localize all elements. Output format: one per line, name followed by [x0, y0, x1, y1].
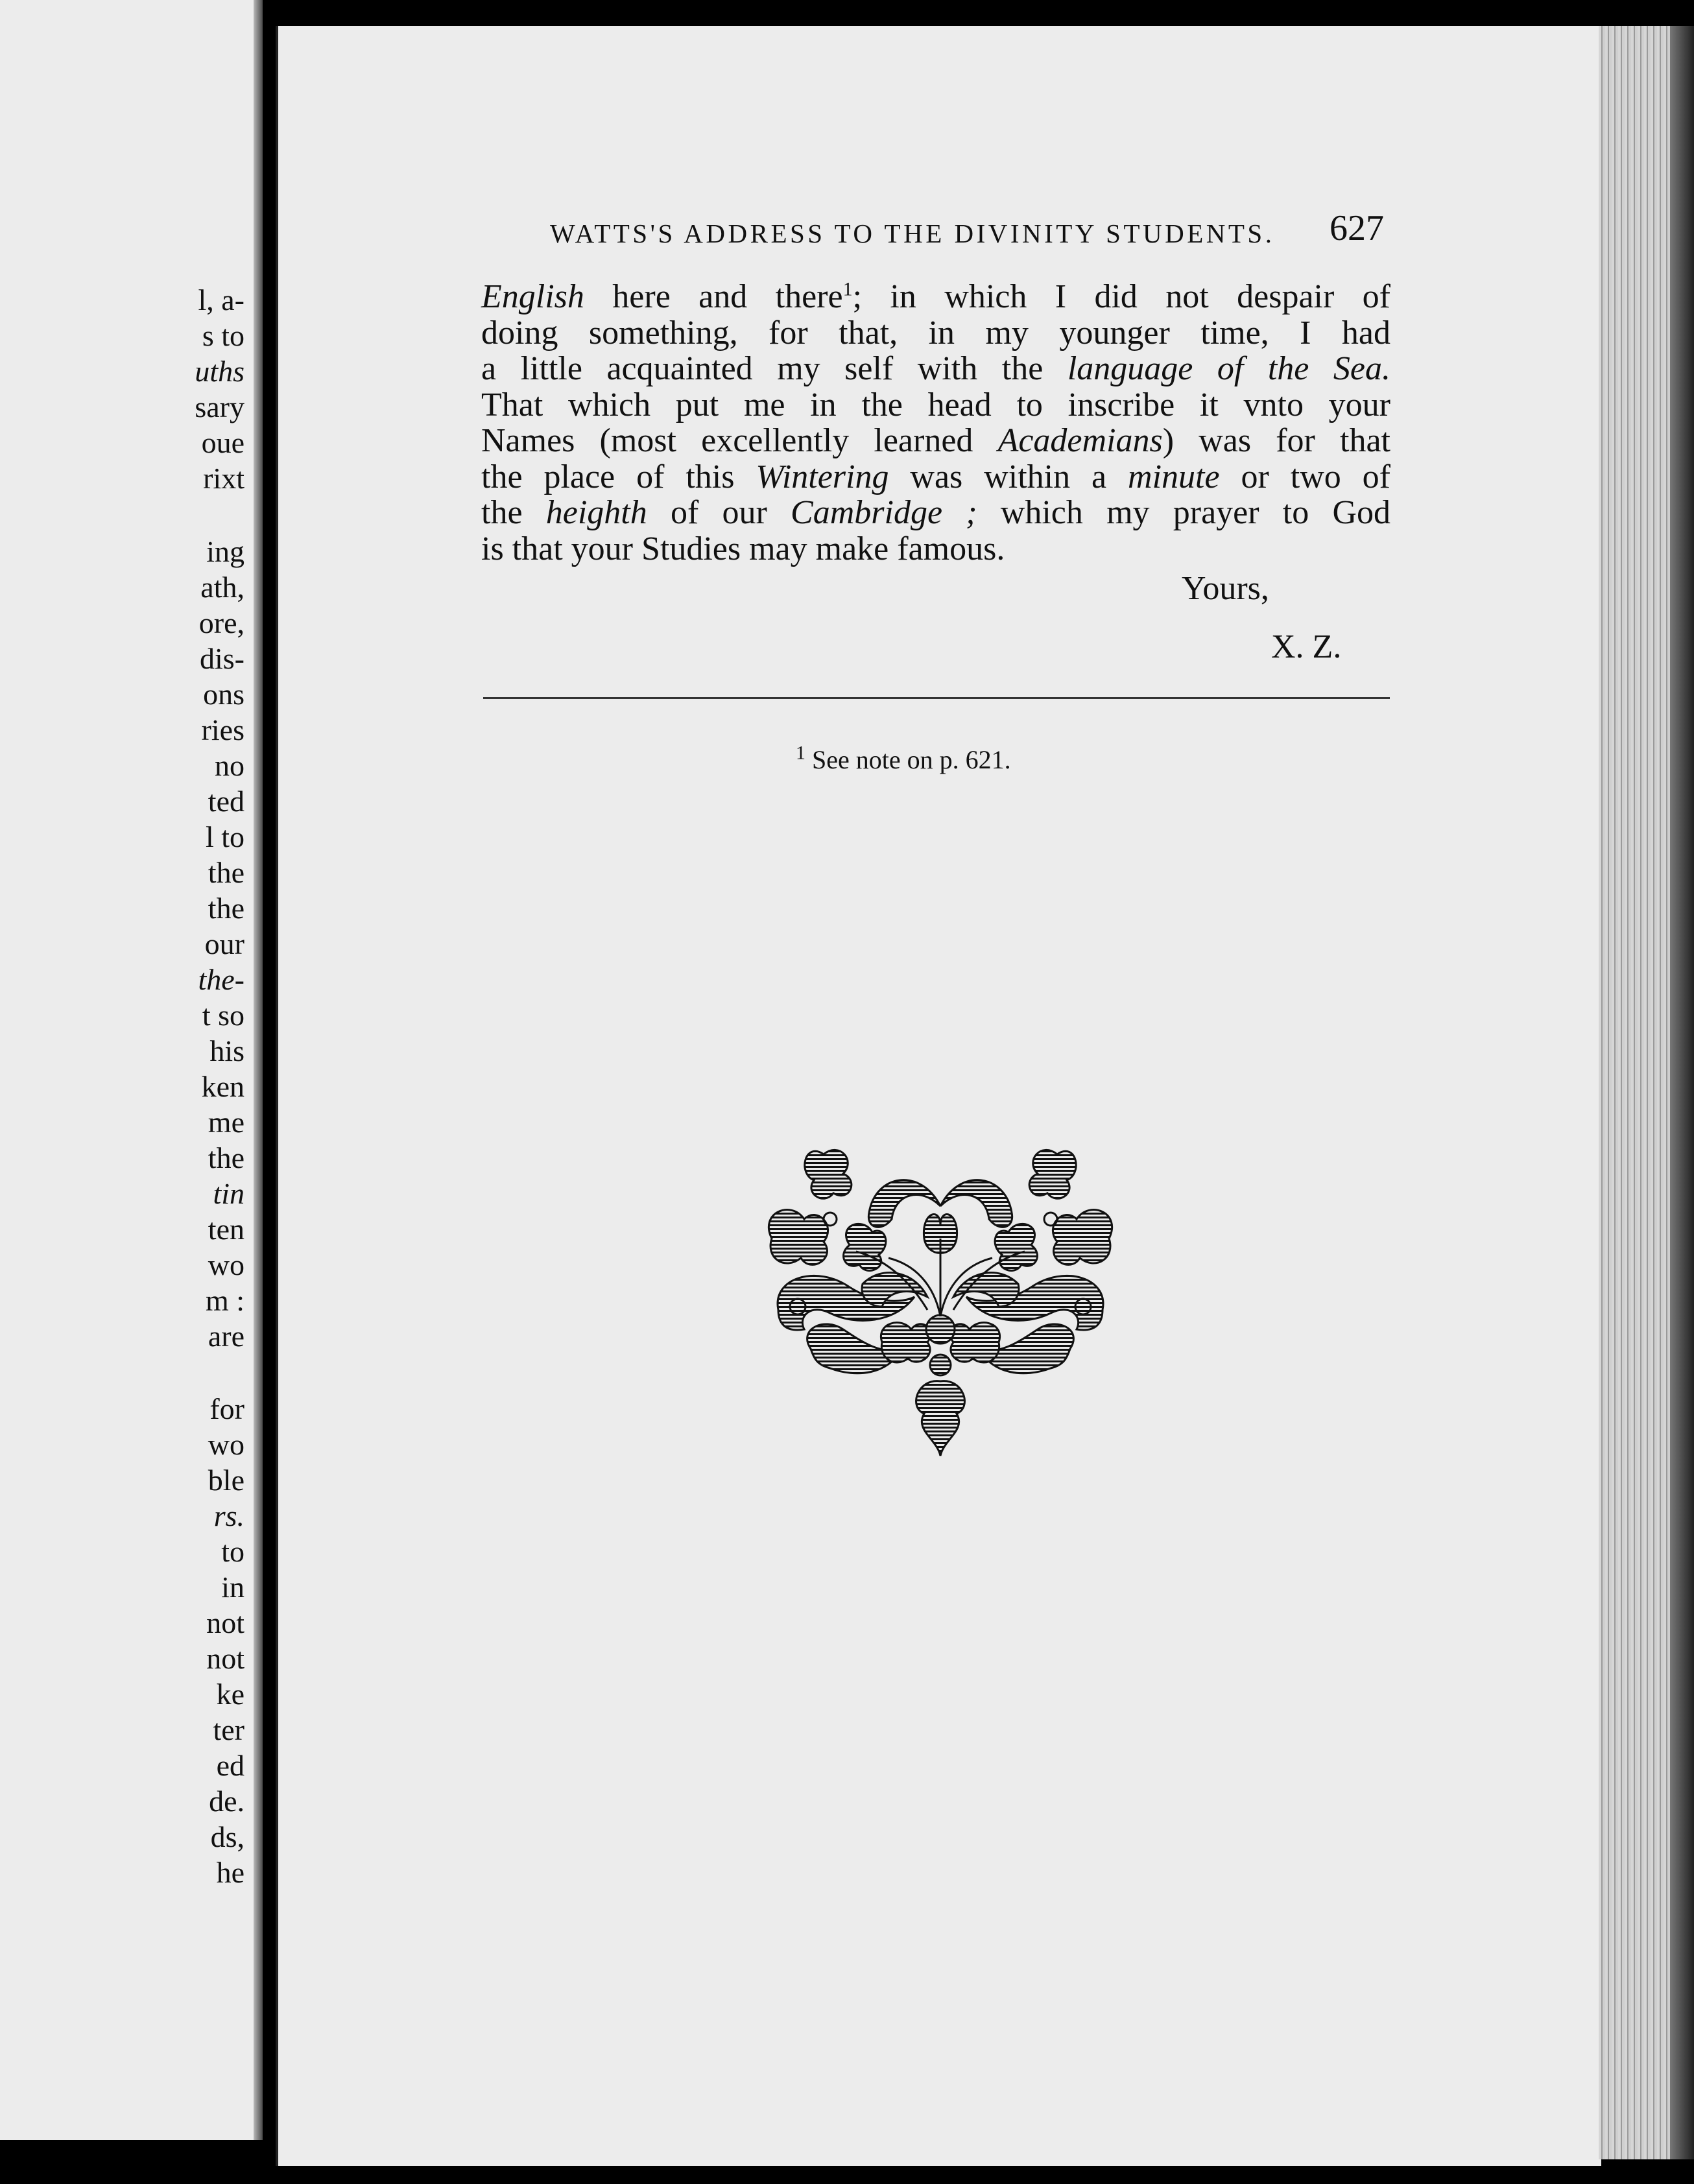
left-page-line: he: [216, 1856, 245, 1889]
left-page-line: l to: [205, 820, 245, 853]
left-page-line: the: [208, 856, 245, 889]
footnote-rule: [483, 697, 1390, 699]
body-paragraph: [481, 279, 1390, 567]
footnote-reference: 1: [842, 278, 853, 300]
text-segment: the: [481, 494, 546, 531]
left-page-line: ble: [208, 1464, 245, 1497]
left-page-line: in: [221, 1571, 245, 1604]
footnote-marker: 1: [796, 742, 805, 764]
text-segment: or two of: [1219, 458, 1390, 495]
book-gutter: [254, 0, 263, 2140]
left-page-line: t so: [202, 999, 245, 1032]
left-page-line: dis-: [200, 642, 245, 675]
left-page-line: de.: [209, 1785, 245, 1818]
left-page-line: ore,: [198, 606, 245, 639]
left-page-line: rixt: [203, 462, 245, 495]
italic-text: Academians: [997, 422, 1163, 459]
left-page-line: wo: [208, 1428, 245, 1461]
left-page-line: the: [208, 892, 245, 925]
italic-text: Cambridge ;: [791, 494, 977, 531]
text-segment: ; in which I did not despair of: [852, 278, 1390, 315]
left-page-line: ed: [216, 1749, 245, 1782]
left-page-line: ke: [216, 1678, 245, 1711]
signoff: Yours,: [1182, 570, 1269, 607]
signature-initials: X. Z.: [1271, 628, 1342, 665]
page-number: 627: [1330, 208, 1384, 248]
left-page-line: for: [209, 1392, 245, 1425]
italic-text: heighth: [545, 494, 647, 531]
left-page-line: not: [206, 1642, 245, 1675]
fleuron-ornament: [752, 1135, 1128, 1459]
body-line: [481, 423, 1390, 459]
left-page-line: ter: [213, 1713, 245, 1746]
left-facing-page: [0, 0, 263, 2140]
italic-text: minute: [1128, 458, 1220, 495]
left-page-line: the: [208, 1141, 245, 1174]
left-page-line: ing: [206, 535, 245, 568]
body-line: [481, 495, 1390, 531]
left-page-line: rs.: [213, 1499, 245, 1532]
text-segment: Names (most excellently learned: [481, 422, 998, 459]
left-page-line: wo: [208, 1248, 245, 1281]
left-page-line: to: [221, 1535, 245, 1568]
italic-text: language of the Sea.: [1067, 350, 1390, 387]
running-head: WATTS'S ADDRESS TO THE DIVINITY STUDENTS.: [550, 219, 1275, 248]
left-page-line: ries: [201, 713, 245, 746]
body-line: [481, 459, 1390, 495]
footnote: [796, 744, 1011, 775]
left-page-line: ath,: [200, 571, 245, 604]
body-line: [481, 351, 1390, 387]
text-segment: That which put me in the head to inscribe it vnto your: [481, 386, 1390, 423]
text-segment: a little acquainted my self with the: [481, 350, 1068, 387]
text-segment: the place of this: [481, 458, 756, 495]
left-page-line: his: [209, 1034, 245, 1067]
text-segment: ) was for that: [1162, 422, 1390, 459]
body-line: [481, 315, 1390, 351]
left-page-line: s to: [202, 319, 245, 352]
left-page-line: tin: [213, 1177, 245, 1210]
left-page-line: oue: [201, 426, 245, 459]
text-segment: here and there: [584, 278, 843, 315]
left-page-line: l, a-: [198, 283, 245, 316]
left-page-line: are: [208, 1320, 245, 1353]
left-page-line: ten: [208, 1213, 245, 1246]
left-page-line: no: [215, 749, 245, 782]
left-page-line: not: [206, 1606, 245, 1639]
text-segment: of our: [647, 494, 791, 531]
text-segment: is that your Studies may make famous.: [481, 530, 1005, 567]
left-page-line: me: [208, 1106, 245, 1139]
page-edges: [1599, 26, 1694, 2159]
body-line: [481, 387, 1390, 423]
left-page-line: ted: [208, 785, 245, 818]
body-line: [481, 279, 1390, 315]
left-page-line: ken: [201, 1070, 245, 1103]
left-page-line: our: [204, 927, 245, 960]
left-page-line: the-: [198, 963, 245, 996]
text-segment: was within a: [889, 458, 1128, 495]
footnote-text: See note on p. 621.: [805, 745, 1011, 774]
body-line: [481, 531, 1390, 567]
left-page-line: uths: [195, 355, 245, 388]
text-segment: doing something, for that, in my younger time, I had: [481, 314, 1390, 351]
italic-text: Wintering: [756, 458, 889, 495]
text-segment: which my prayer to God: [977, 494, 1390, 531]
left-page-line: m :: [205, 1284, 245, 1317]
left-page-line: sary: [195, 390, 245, 423]
italic-text: English: [481, 278, 584, 315]
left-page-line: ds,: [210, 1820, 245, 1853]
left-page-line: ons: [203, 678, 245, 711]
